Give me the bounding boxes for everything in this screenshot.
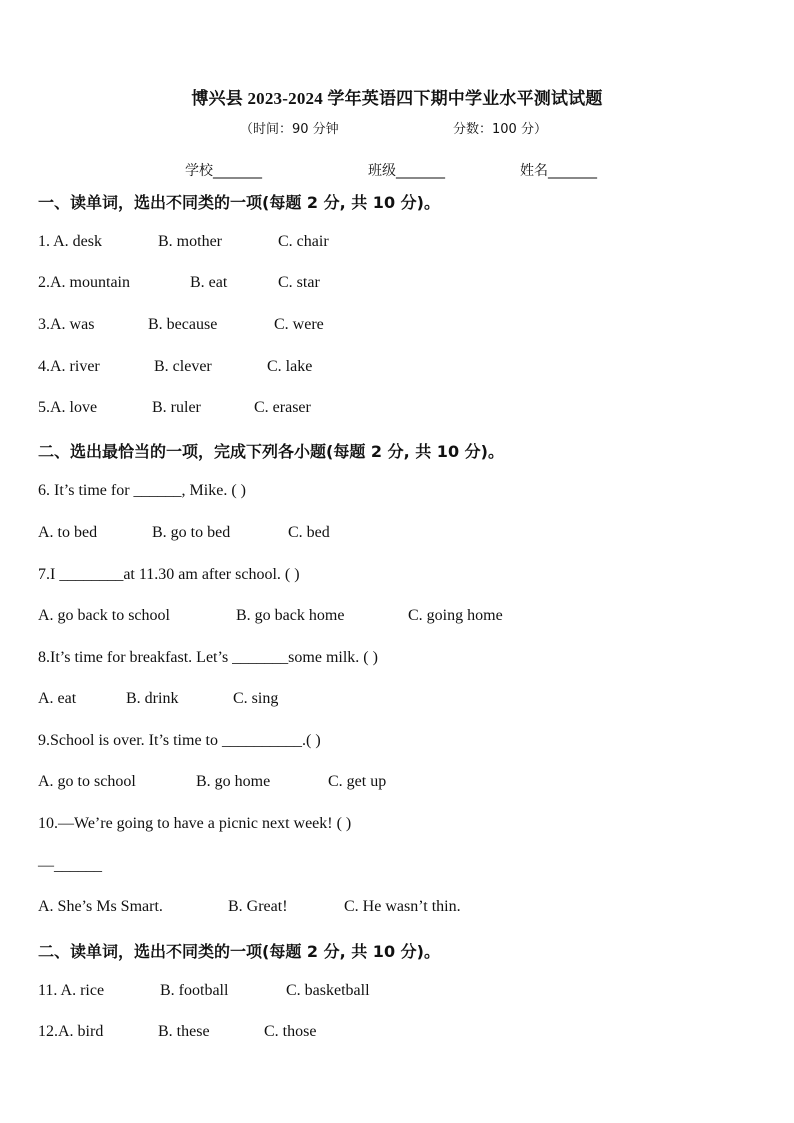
q12-option-a[interactable]: 12.A. bird xyxy=(38,1023,104,1040)
q4-option-b[interactable]: B. clever xyxy=(154,358,212,375)
q4-option-a[interactable]: 4.A. river xyxy=(38,358,100,375)
q11-option-b[interactable]: B. football xyxy=(160,982,229,999)
question-9-stem: 9.School is over. It’s time to __________.( ) xyxy=(38,732,321,749)
question-12 xyxy=(38,1023,317,1041)
question-1 xyxy=(38,233,329,251)
q2-option-b[interactable]: B. eat xyxy=(190,274,228,291)
q7-option-a[interactable]: A. go back to school xyxy=(38,607,170,624)
q12-option-c[interactable]: C. those xyxy=(264,1023,317,1040)
question-8-stem: 8.It’s time for breakfast. Let’s _______some milk. ( ) xyxy=(38,649,378,666)
q8-option-b[interactable]: B. drink xyxy=(126,690,179,707)
q10-option-a[interactable]: A. She’s Ms Smart. xyxy=(38,898,163,915)
q9-option-c[interactable]: C. get up xyxy=(328,773,387,790)
q7-option-c[interactable]: C. going home xyxy=(408,607,503,624)
question-4 xyxy=(38,358,313,376)
q1-option-c[interactable]: C. chair xyxy=(278,233,329,250)
question-6-options xyxy=(38,524,330,542)
q3-option-a[interactable]: 3.A. was xyxy=(38,316,95,333)
q3-option-c[interactable]: C. were xyxy=(274,316,324,333)
q6-option-b[interactable]: B. go to bed xyxy=(152,524,231,541)
question-10-stem: 10.—We’re going to have a picnic next week! ( ) xyxy=(38,815,352,832)
q3-option-b[interactable]: B. because xyxy=(148,316,218,333)
exam-title: 博兴县 2023-2024 学年英语四下期中学业水平测试试题 xyxy=(191,89,603,108)
question-11 xyxy=(38,982,370,1000)
question-10-reply: —______ xyxy=(38,857,102,874)
section-heading-2: 二、选出最恰当的一项，完成下列各小题(每题 2 分, 共 10 分)。 xyxy=(38,442,504,461)
question-9-options xyxy=(38,773,387,791)
q1-option-b[interactable]: B. mother xyxy=(158,233,222,250)
q9-option-b[interactable]: B. go home xyxy=(196,773,271,790)
q10-option-b[interactable]: B. Great! xyxy=(228,898,288,915)
name-field[interactable]: 姓名_______ xyxy=(520,163,597,179)
question-2 xyxy=(38,274,320,292)
question-8-options xyxy=(38,690,279,708)
q5-option-a[interactable]: 5.A. love xyxy=(38,399,98,416)
section-heading-3: 二、读单词，选出不同类的一项(每题 2 分, 共 10 分)。 xyxy=(38,942,440,961)
class-field[interactable]: 班级_______ xyxy=(368,163,445,179)
q11-option-a[interactable]: 11. A. rice xyxy=(38,982,105,999)
q12-option-b[interactable]: B. these xyxy=(158,1023,210,1040)
total-score: 分数：100 分） xyxy=(453,122,547,137)
question-6-stem: 6. It’s time for ______, Mike. ( ) xyxy=(38,482,246,499)
q1-option-a[interactable]: 1. A. desk xyxy=(38,233,102,250)
question-10-options xyxy=(38,898,461,916)
q9-option-a[interactable]: A. go to school xyxy=(38,773,136,790)
q8-option-c[interactable]: C. sing xyxy=(233,690,279,707)
question-5 xyxy=(38,399,311,417)
time-limit: （时间：90 分钟 xyxy=(240,122,339,137)
q7-option-b[interactable]: B. go back home xyxy=(236,607,345,624)
q8-option-a[interactable]: A. eat xyxy=(38,690,77,707)
q11-option-c[interactable]: C. basketball xyxy=(286,982,370,999)
q4-option-c[interactable]: C. lake xyxy=(267,358,313,375)
school-field[interactable]: 学校_______ xyxy=(185,163,262,179)
q10-option-c[interactable]: C. He wasn’t thin. xyxy=(344,898,461,915)
section-heading-1: 一、读单词，选出不同类的一项(每题 2 分, 共 10 分)。 xyxy=(38,193,440,212)
question-3 xyxy=(38,316,324,334)
q5-option-c[interactable]: C. eraser xyxy=(254,399,311,416)
q2-option-c[interactable]: C. star xyxy=(278,274,320,291)
question-7-options xyxy=(38,607,503,625)
student-fields xyxy=(0,160,794,180)
q2-option-a[interactable]: 2.A. mountain xyxy=(38,274,130,291)
q6-option-a[interactable]: A. to bed xyxy=(38,524,98,541)
question-7-stem: 7.I ________at 11.30 am after school. ( ) xyxy=(38,566,300,583)
q6-option-c[interactable]: C. bed xyxy=(288,524,330,541)
q5-option-b[interactable]: B. ruler xyxy=(152,399,201,416)
exam-info xyxy=(0,118,794,138)
